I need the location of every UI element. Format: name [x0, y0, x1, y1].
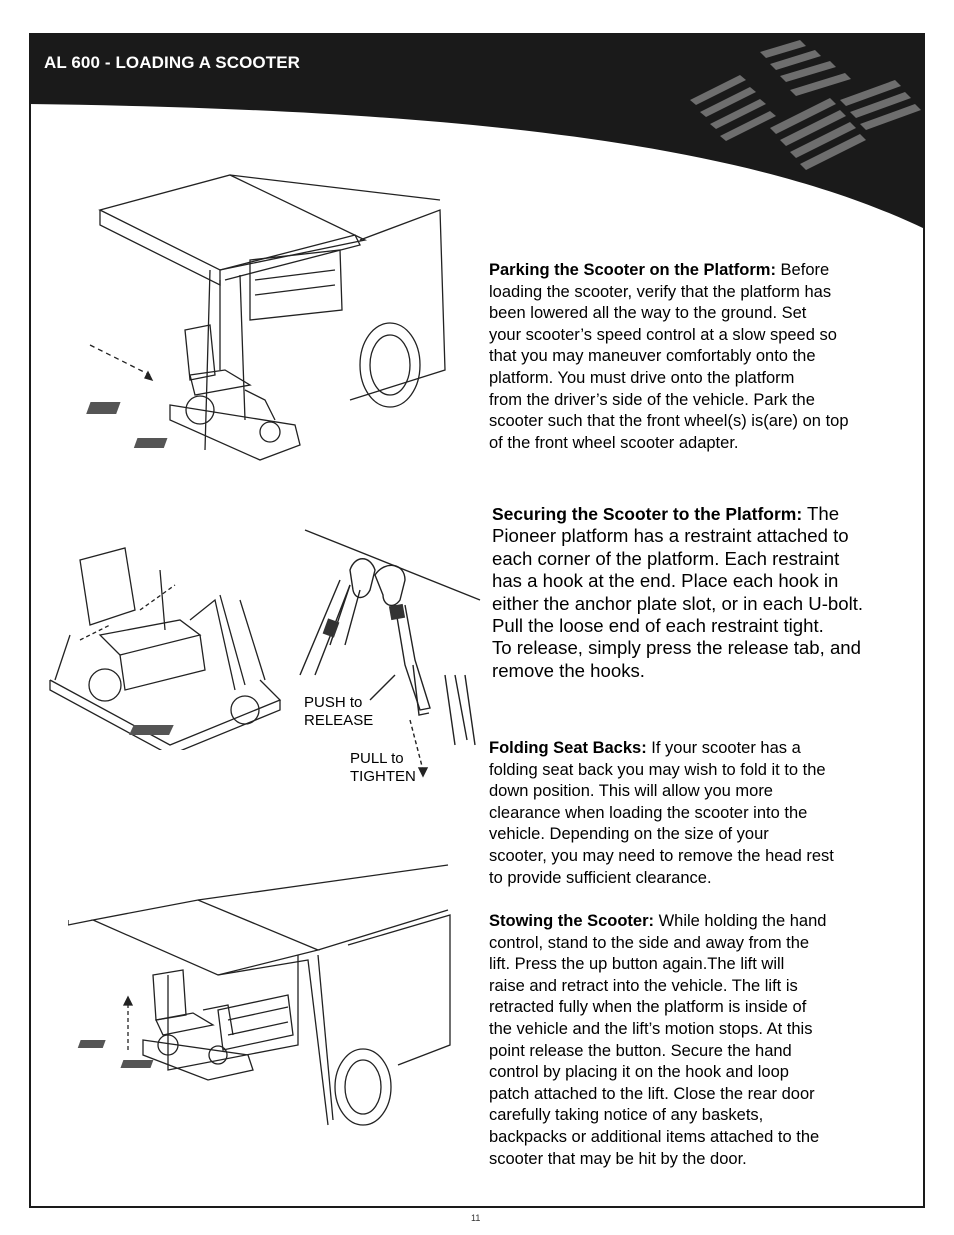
illustration-restraints — [40, 540, 300, 750]
push-to-release-label: PUSH to RELEASE — [304, 694, 374, 729]
page-number: 11 — [471, 1213, 481, 1223]
page-title: AL 600 - LOADING A SCOOTER — [44, 53, 301, 72]
folding-section: Folding Seat Backs: If your scooter has a folding seat back you may wish to fold it to the down position. This will allow you more clearance when loading the scooter into the vehicle. Depending on the size of your scooter, you may need to remove the head rest to provide sufficient clearance. — [489, 739, 834, 887]
securing-heading: Securing the Scooter to the Platform: — [492, 504, 803, 524]
parking-section: Parking the Scooter on the Platform: Before loading the scooter, verify that the platform has been lowered all the way to the ground. Set your scooter’s speed control at a slow speed so that you may maneuver comfortably onto the platform. You must drive onto the platform from the driver’s side of the vehicle. Park the scooter such that the front wheel(s) is(are) on top of the front wheel scooter adapter. — [489, 261, 849, 452]
parking-heading: Parking the Scooter on the Platform: — [489, 261, 776, 279]
stowing-heading: Stowing the Scooter: — [489, 912, 654, 930]
stowing-section: Stowing the Scooter: While holding the hand control, stand to the side and away from the lift. Press the up button again.The lift will raise and retract into the vehicle. The lift is retracted fully when the platform is inside of the vehicle and the lift’s motion stops. At this point release the button. Secure the hand control by placing it on the hook and loop patch attached to the lift. Close the rear door carefully taking notice of any baskets, backpacks or additional items attached to the scooter that may be hit by the door. — [489, 912, 827, 1168]
illustration-parking — [80, 170, 450, 470]
securing-section: Securing the Scooter to the Platform: The Pioneer platform has a restraint attached to each corner of the platform. Each restraint has a hook at the end. Place each hook in either the anchor plate slot, or in each U-bolt. Pull the loose end of each restraint tight. To release, simply press the release tab, and remove the hooks. — [492, 503, 864, 681]
folding-heading: Folding Seat Backs: — [489, 739, 647, 757]
pull-to-tighten-label: PULL to TIGHTEN — [350, 750, 416, 785]
illustration-stowing — [68, 855, 453, 1135]
